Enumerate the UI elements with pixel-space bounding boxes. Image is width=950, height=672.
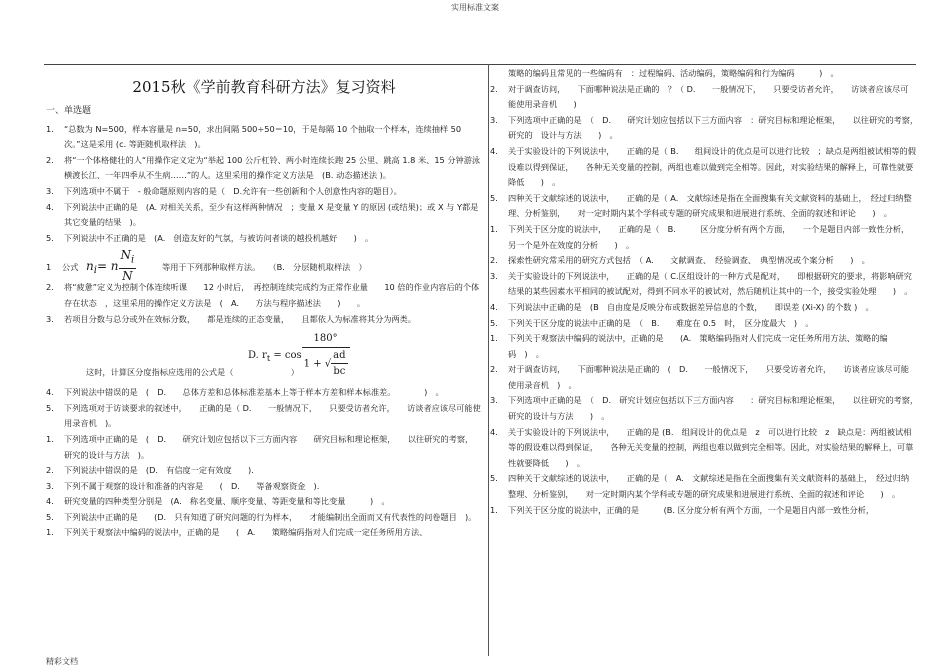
formula-lead-text: 公式 [62, 262, 79, 273]
question-item [490, 113, 931, 144]
formula-eq: = n [96, 259, 119, 274]
question-item [490, 222, 916, 253]
question-item [46, 153, 482, 184]
question-item [46, 494, 482, 510]
page-footer: 精彩文档 [46, 657, 78, 666]
question-number: 4. [490, 301, 498, 312]
question-item [490, 82, 916, 113]
question-item [490, 316, 916, 332]
formula-d-numerator: 180° [302, 331, 350, 348]
question-item [490, 471, 916, 502]
formula-num-sub: i [131, 254, 135, 266]
question-number: 1. [490, 223, 498, 234]
formula-denominator: N [122, 269, 133, 284]
question-text: 下列关于观察法中编码的说法中，正确的是 (A. 策略编码指对人们完成一定任务所用方法、策略的编码 ) 。 [508, 333, 888, 359]
question-text: 下列选项中不属于 - 般命题原则内容的是（ D.允许有一些创新和个人创意性内容的题目）。 [64, 185, 402, 196]
question-text: 下列说法中正确的是 (A. 对相关关系，至少有这样两种情况 ；变量 X 是变量 Y 的原因 (或结果)；或 X 与 Y都是其它变量的结果 )。 [64, 201, 479, 228]
question-text: 下列关于观察法中编码的说法中，正确的是 ( A. 策略编码指对人们完成一定任务所用方法、 [64, 527, 428, 538]
question-item [490, 253, 916, 269]
question-text: 下列说法中正确的是 (B 自由度是反映分布或数据差异信息的个数， 即误差 (Xi-X) 的个数 ) 。 [508, 301, 874, 312]
document-title: 2015秋《学前教育科研方法》复习资料 [132, 78, 396, 96]
question-text: 下列选项中正确的是 ( D. 研究计划应包括以下三方面内容 研究目标和理论框架， 以往研究的考察， 研究的设计与方法 )。 [64, 433, 478, 460]
question-item [46, 312, 482, 328]
question-item [490, 144, 916, 191]
question-number: 1. [490, 504, 498, 515]
question-item [46, 200, 482, 231]
question-item [490, 503, 916, 519]
formula-question [46, 246, 482, 284]
question-number: 5. [46, 402, 54, 413]
question-item [490, 331, 916, 362]
question-item [46, 231, 482, 247]
section-heading: 一、单选题 [46, 106, 92, 116]
header-rule [44, 64, 916, 65]
question-number: 5. [46, 232, 54, 243]
question-text: 下列选项中正确的是 （ D. 研究计划应包括以下三方面内容 ：研究目标和理论框架， 以往研究的考察， 研究的 设计与方法 ) 。 [508, 114, 931, 141]
formula-d-fraction [302, 331, 350, 380]
question-text: 四种关于文献综述的说法中， 正确的是（ A. 文献综述是指在全面搜集有关文献资料的基础上， 经过归纳整理、分析鉴别， 对一定时期内某个学科或专题的研究成果和进展进行系统、全面的叙述和评论 ) 。 [508, 192, 912, 219]
question-item [490, 300, 916, 316]
question-text: 四种关于文献综述的说法中， 正确的是（ A. 文献综述是指在全面搜集有关文献资料的基础上， 经过归纳整理、分析鉴别， 对一定时期内某个学科或专题的研究成果和进展进行系统、全面的叙述和评论 ) 。 [508, 473, 910, 500]
question-item [46, 280, 482, 311]
question-item [46, 385, 482, 401]
question-number: 4. [46, 496, 54, 507]
question-text: 策略的编码且常见的一些编码有 ：过程编码、活动编码，策略编码和行为编码 ) 。 [508, 68, 839, 78]
question-text: 下列说法中不正确的是 (A. 创造友好的气氛，与被访问者谈的越投机越好 ) 。 [64, 232, 374, 243]
formula-d-inner-den: bc [333, 366, 346, 378]
question-number: 3. [46, 480, 54, 491]
question-number: 1. [46, 527, 54, 538]
question-text: 下列关于区分度的说法中，正确的是 (B. 区分度分析有两个方面，一个是题目内部一致性分析， [508, 504, 875, 515]
left-question-list [46, 122, 482, 541]
formula-d-eq: = cos [270, 350, 302, 362]
question-text: 探索性研究常采用的研究方式包括 （ A. 文献调查、 经验调查、 典型情况或个案分析 ) 。 [508, 255, 870, 266]
formula-d-inner-num: ad [331, 348, 347, 365]
formula-tail-text: 等用于下列那种取样方法。 （B. 分层随机取样法 ） [162, 262, 367, 273]
question-item [46, 463, 482, 479]
formula-d-question-text: 这时，计算区分度指标应选用的公式是（ ） [86, 367, 299, 378]
formula-numerator [119, 248, 137, 269]
question-item [46, 432, 482, 463]
question-number: 4. [46, 387, 54, 398]
formula-num-var: N [120, 248, 132, 263]
question-number: 1 [46, 262, 52, 273]
left-column [46, 66, 482, 541]
formula-var-sub: i [93, 265, 97, 277]
question-text: 将“一个体格健壮的人“用操作定义定为“举起 100 公斤杠铃、两小时连续长跑 25 公里、跳高 1.8 米、15 分钟游泳横渡长江、一年四季从不生病……”的人。这里采用的操作定义方法是 (B. 动态描述法 )。 [64, 154, 481, 181]
question-item [46, 525, 482, 541]
right-column [490, 66, 931, 518]
right-question-list [490, 66, 931, 518]
question-number: 5. [490, 317, 498, 328]
question-number: 3. [490, 114, 498, 125]
question-text: 关于实验设计的下列说法中， 正确的是（ C.区组设计的一种方式是配对， 即根据研究的要求，将影响研究结果的某些因素水平相同的被试配对，得到不同水平的被试对，然后随机让其中的一个，接受实验处理 ) 。 [508, 270, 913, 297]
question-number: 3. [46, 185, 54, 196]
question-item [490, 362, 916, 393]
question-text: 若项目分数与总分或外在效标分数， 都是连续的正态变量， 且都依人为标准将其分为两类。 [64, 313, 417, 324]
question-text: 关于实验设计的下列说法中， 正确的是 (B. 组间设计的优点是 z 可以进行比较 z 缺点是：两组被试相等的假设难以得到保证， 各种无关变量的控制，两组也难以做到完全相等。因此，对实验结果的解释上，可靠性就要降低 ) 。 [508, 426, 914, 468]
question-text: 下列说法中错误的是 (D. 有信度一定有效度 ). [64, 465, 254, 476]
question-text: 研究变量的四种类型分别是 (A. 称名变量、顺序变量、等距变量和等比变量 ) 。 [64, 496, 390, 507]
question-text: 下列说法中错误的是 ( D. 总体方差和总体标准差基本上等于样本方差和样本标准差。 ) 。 [64, 387, 444, 398]
formula-d-sub: t [266, 353, 271, 364]
question-number: 2. [46, 465, 54, 476]
question-number: 4. [46, 201, 54, 212]
formula-var: n [86, 259, 94, 274]
question-text: 对于调查访问， 下面哪种说法是正确的 ( D. 一般情况下， 只要受访者允许， 访谈者应该尽可能使用录音机 ) 。 [508, 364, 909, 390]
question-text: 对于调查访问， 下面哪种说法是正确的 ？（ D. 一般情况下， 只要受访者允许， 访谈者应该尽可能使用录音机 ) [508, 83, 909, 110]
question-text: 下列不属于观察的设计和准备的内容是 ( D. 等备观察资金 ). [64, 480, 320, 491]
question-item [490, 425, 916, 472]
question-item [46, 510, 482, 526]
question-text: “总数为 N=500，样本容量是 n=50，求出间隔 500÷50＝10，于是每隔 10 个抽取一个样本，连续抽样 50 次。”这是采用 (c. 等距随机取样法 )。 [64, 123, 462, 150]
question-text: 下列关于区分度的说法中正确的是 （ B. 难度在 0.5 时， 区分度最大 ) 。 [508, 317, 814, 328]
formula-d-inner-fraction [331, 348, 347, 380]
question-number: 2. [46, 282, 54, 293]
question-number: 3. [490, 270, 498, 281]
question-item [46, 122, 482, 153]
question-item [490, 66, 916, 82]
question-text: 下列选项对于访谈要求的叙述中， 正确的是（ D. 一般情况下， 只要受访者允许， 访谈者应该尽可能使用录音机 )。 [64, 402, 481, 429]
question-number: 5. [490, 192, 498, 203]
question-number: 1. [46, 433, 54, 444]
formula-d-denominator [302, 348, 350, 380]
question-number: 2. [490, 255, 498, 266]
question-number: 1. [46, 123, 54, 134]
question-item [46, 401, 482, 432]
question-number: 1. [490, 333, 498, 344]
question-item [46, 184, 482, 200]
question-text: 下列选项中正确的是 （ D. 研究计划应包括以下三方面内容 ：研究目标和理论框架， 以往研究的考察， 研究的设计与方法 ) 。 [508, 395, 923, 422]
question-item [490, 269, 916, 300]
question-item [490, 191, 916, 222]
question-item [490, 393, 923, 424]
question-number: 2. [46, 154, 54, 165]
question-number: 3. [490, 395, 498, 406]
question-number: 2. [490, 83, 498, 94]
question-number: 5. [46, 511, 54, 522]
question-text: 将“疲惫”定义为控制个体连续听课 12 小时后， 再控制连续完成约为正常作业量 10 倍的作业内容后的个体存在状态 ，这里采用的操作定义方法是 ( A. 方法与程序描述法 ) 。 [64, 282, 480, 308]
question-number: 4. [490, 145, 498, 156]
formula-d-expr: D. r [248, 350, 267, 362]
column-divider [488, 64, 489, 656]
question-text: 下列说法中正确的是 (D. 只有知道了研究问题的行为样本， 才能编制出全面而又有代表性的问卷题目 )。 [64, 511, 477, 522]
discrimination-formula-block [46, 327, 482, 385]
question-text: 关于实验设计的下列说法中， 正确的是（ B. 组间设计的优点是可以进行比较 ；缺点是两组被试相等的假设难以得到保证， 各种无关变量的控制，两组也难以做到完全相等。因此，对实验结果的解释上，可靠性就要降低 ) 。 [508, 145, 916, 188]
question-number: 5. [490, 473, 498, 484]
page-header: 实用标准文案 [451, 3, 499, 12]
formula-d-den-prefix: 1 + √ [303, 358, 332, 370]
question-number: 4. [490, 426, 498, 437]
question-number: 2. [490, 364, 498, 375]
question-number: 3. [46, 313, 54, 324]
question-text: 下列关于区分度的说法中， 正确的是（ B. 区分度分析有两个方面， 一个是题目内部一致性分析， 另一个是外在效度的分析 ) 。 [508, 223, 914, 250]
question-item [46, 479, 482, 495]
